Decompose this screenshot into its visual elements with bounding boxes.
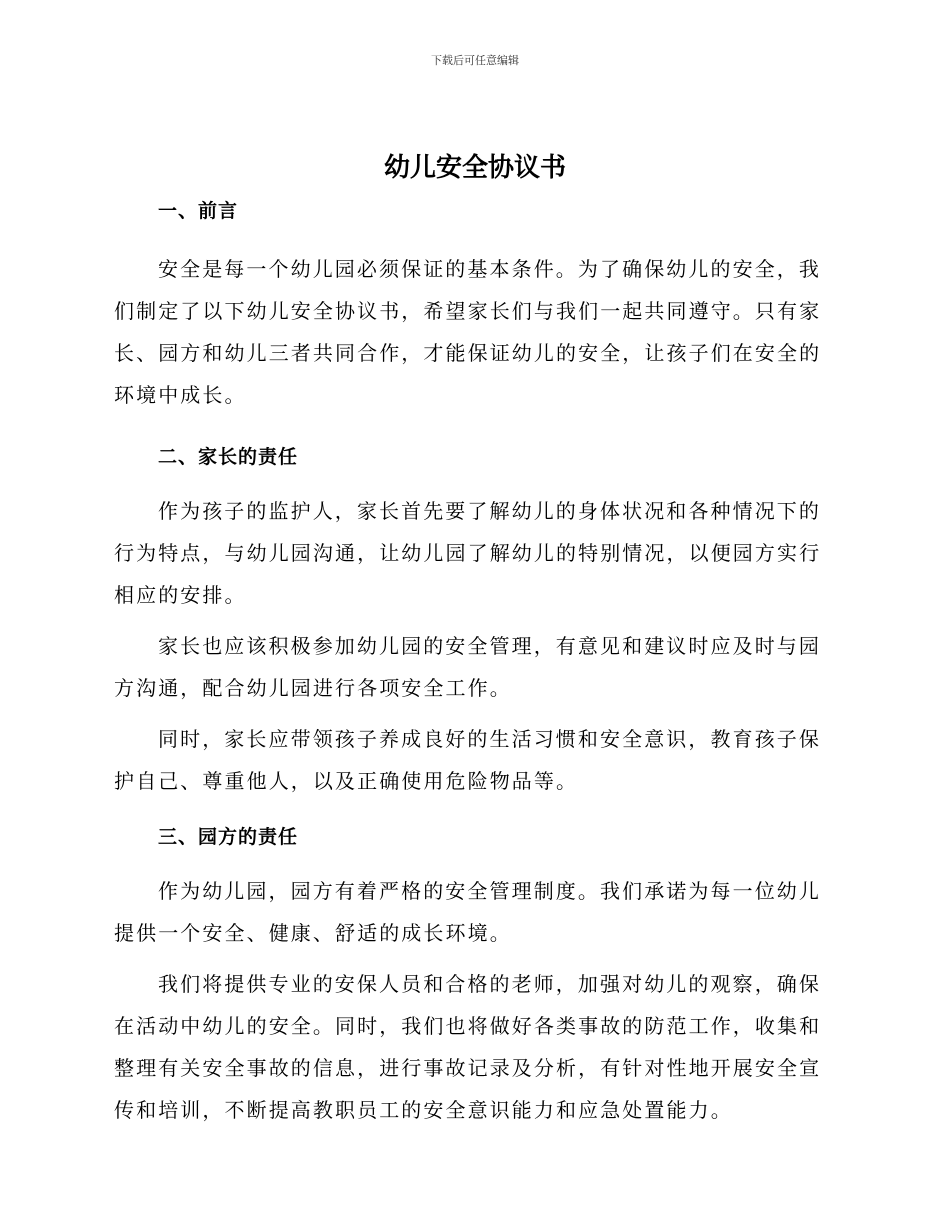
section-heading-kindergarten-responsibility: 三、园方的责任	[158, 826, 299, 848]
document-body	[114, 196, 838, 1131]
paragraph: 作为幼儿园，园方有着严格的安全管理制度。我们承诺为每一位幼儿提供一个安全、健康、舒适的成长环境。	[114, 879, 821, 945]
paragraph: 家长也应该积极参加幼儿园的安全管理，有意见和建议时应及时与园方沟通，配合幼儿园进行各项安全工作。	[114, 634, 821, 700]
paragraph: 我们将提供专业的安保人员和合格的老师，加强对幼儿的观察，确保在活动中幼儿的安全。同时，我们也将做好各类事故的防范工作，收集和整理有关安全事故的信息，进行事故记录及分析，有针对性地开展安全宣传和培训，不断提高教职员工的安全意识能力和应急处置能力。	[114, 972, 822, 1122]
section-heading-preface: 一、前言	[158, 200, 239, 222]
paragraph: 安全是每一个幼儿园必须保证的基本条件。为了确保幼儿的安全，我们制定了以下幼儿安全协议书，希望家长们与我们一起共同遵守。只有家长、园方和幼儿三者共同合作，才能保证幼儿的安全，让孩子们在安全的环境中成长。	[114, 257, 822, 407]
section-heading-parent-responsibility: 二、家长的责任	[158, 446, 299, 468]
paragraph: 同时，家长应带领孩子养成良好的生活习惯和安全意识，教育孩子保护自己、尊重他人，以及正确使用危险物品等。	[114, 727, 821, 793]
paragraph: 作为孩子的监护人，家长首先要了解幼儿的身体状况和各种情况下的行为特点，与幼儿园沟通，让幼儿园了解幼儿的特别情况，以便园方实行相应的安排。	[114, 499, 822, 607]
header-note: 下载后可任意编辑	[431, 54, 519, 67]
document-title: 幼儿安全协议书	[383, 153, 566, 183]
